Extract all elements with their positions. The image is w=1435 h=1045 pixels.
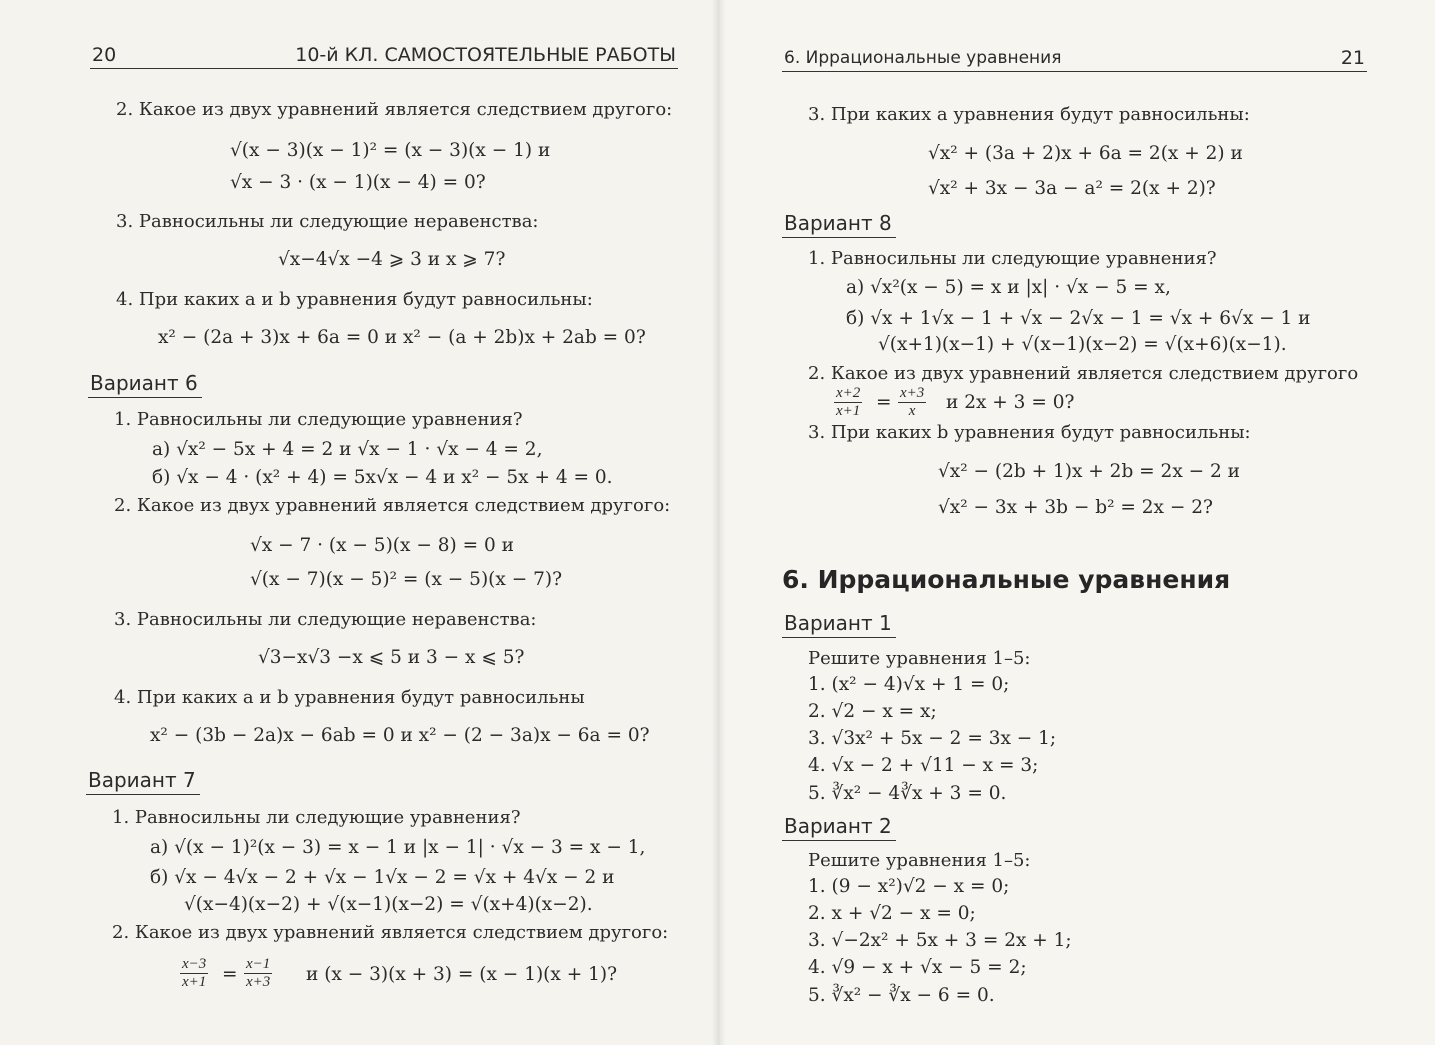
fraction-numerator: x+3: [900, 385, 925, 401]
equation: √x−4√x −4 ⩾ 3 и x ⩾ 7?: [278, 249, 506, 270]
problem-text: 1. Равносильны ли следующие уравнения?: [112, 807, 521, 828]
problem-text: 4. При каких a и b уравнения будут равносильны: [114, 687, 585, 708]
section-title: 6. Иррациональные уравнения: [782, 565, 1231, 594]
list-item: 3. √3x² + 5x − 2 = 3x − 1;: [808, 728, 1057, 749]
equals-sign: =: [876, 392, 892, 413]
fraction-denominator: x+1: [182, 974, 207, 990]
problem-text: 3. Равносильны ли следующие неравенства:: [114, 609, 537, 630]
list-item: 1. (9 − x²)√2 − x = 0;: [808, 876, 1010, 897]
variant-heading: Вариант 1: [782, 610, 896, 638]
list-item: 5. ∛x² − 4∛x + 3 = 0.: [808, 783, 1007, 804]
list-item: 4. √x − 2 + √11 − x = 3;: [808, 755, 1039, 776]
equation: √(x−4)(x−2) + √(x−1)(x−2) = √(x+4)(x−2).: [184, 894, 593, 915]
list-item: 3. √−2x² + 5x + 3 = 2x + 1;: [808, 930, 1072, 951]
equation: √x − 7 · (x − 5)(x − 8) = 0 и: [250, 535, 514, 556]
running-head: 6. Иррациональные уравнения: [784, 48, 1062, 68]
fraction-denominator: x+1: [836, 403, 861, 419]
problem-text: 4. При каких a и b уравнения будут равносильны:: [116, 289, 593, 310]
equation: √x² + (3a + 2)x + 6a = 2(x + 2) и: [928, 143, 1243, 164]
page-number: 20: [92, 44, 117, 66]
variant-heading: Вариант 8: [782, 210, 896, 238]
problem-text: 3. При каких b уравнения будут равносильны:: [808, 422, 1251, 443]
problem-text: 2. Какое из двух уравнений является следствием другого:: [114, 495, 671, 516]
variant-heading: Вариант 6: [88, 370, 202, 398]
fraction-numerator: x+2: [836, 385, 861, 401]
instructions-text: Решите уравнения 1–5:: [808, 850, 1031, 871]
equation: а) √x² − 5x + 4 = 2 и √x − 1 · √x − 4 = 2,: [152, 439, 543, 460]
problem-text: 2. Какое из двух уравнений является следствием другого:: [112, 922, 669, 943]
list-item: 2. √2 − x = x;: [808, 701, 937, 722]
fraction: [898, 385, 926, 420]
variant-heading: Вариант 7: [86, 767, 200, 795]
problem-text: 3. При каких a уравнения будут равносильны:: [808, 104, 1250, 125]
equation: а) √x²(x − 5) = x и |x| · √x − 5 = x,: [846, 277, 1171, 298]
equation: √(x − 7)(x − 5)² = (x − 5)(x − 7)?: [250, 569, 562, 590]
left-page-header: [90, 42, 678, 69]
equation: б) √x − 4√x − 2 + √x − 1√x − 2 = √x + 4√x − 2 и: [150, 867, 615, 888]
equation: и (x − 3)(x + 3) = (x − 1)(x + 1)?: [306, 964, 617, 985]
running-head: 10-й КЛ. САМОСТОЯТЕЛЬНЫЕ РАБОТЫ: [295, 44, 676, 66]
equation: x² − (3b − 2a)x − 6ab = 0 и x² − (2 − 3a)x − 6a = 0?: [150, 725, 650, 746]
instructions-text: Решите уравнения 1–5:: [808, 648, 1031, 669]
list-item: 4. √9 − x + √x − 5 = 2;: [808, 957, 1027, 978]
equation: б) √x + 1√x − 1 + √x − 2√x − 1 = √x + 6√x − 1 и: [846, 308, 1311, 329]
problem-text: 1. Равносильны ли следующие уравнения?: [114, 409, 523, 430]
fraction-denominator: x+3: [246, 974, 271, 990]
equation: а) √(x − 1)²(x − 3) = x − 1 и |x − 1| · √x − 3 = x − 1,: [150, 837, 646, 858]
right-page-header: [782, 45, 1367, 72]
problem-text: 2. Какое из двух уравнений является следствием другого:: [116, 99, 673, 120]
equation: и 2x + 3 = 0?: [946, 392, 1075, 413]
equation: √3−x√3 −x ⩽ 5 и 3 − x ⩽ 5?: [258, 647, 525, 668]
equation: б) √x − 4 · (x² + 4) = 5x√x − 4 и x² − 5x + 4 = 0.: [152, 467, 613, 488]
variant-heading: Вариант 2: [782, 813, 896, 841]
fraction-numerator: x−3: [182, 956, 207, 972]
equation: x² − (2a + 3)x + 6a = 0 и x² − (a + 2b)x + 2ab = 0?: [158, 327, 646, 348]
fraction: [180, 956, 208, 991]
equation: √(x+1)(x−1) + √(x−1)(x−2) = √(x+6)(x−1).: [878, 334, 1287, 355]
book-spine-shadow: [712, 0, 726, 1045]
problem-text: 2. Какое из двух уравнений является следствием другого: [808, 363, 1359, 384]
fraction-denominator: x: [908, 403, 916, 419]
list-item: 5. ∛x² − ∛x − 6 = 0.: [808, 985, 995, 1006]
problem-text: 3. Равносильны ли следующие неравенства:: [116, 211, 539, 232]
list-item: 1. (x² − 4)√x + 1 = 0;: [808, 674, 1010, 695]
equation: √x − 3 · (x − 1)(x − 4) = 0?: [230, 172, 486, 193]
fraction-numerator: x−1: [246, 956, 271, 972]
equals-sign: =: [222, 964, 238, 985]
equation: √(x − 3)(x − 1)² = (x − 3)(x − 1) и: [230, 140, 551, 161]
fraction: [244, 956, 272, 991]
equation: √x² − (2b + 1)x + 2b = 2x − 2 и: [938, 461, 1240, 482]
equation: √x² + 3x − 3a − a² = 2(x + 2)?: [928, 178, 1216, 199]
equation: √x² − 3x + 3b − b² = 2x − 2?: [938, 497, 1213, 518]
page-number: 21: [1340, 47, 1365, 69]
right-page: [718, 0, 1435, 1045]
list-item: 2. x + √2 − x = 0;: [808, 903, 976, 924]
problem-text: 1. Равносильны ли следующие уравнения?: [808, 248, 1217, 269]
fraction: [834, 385, 862, 420]
